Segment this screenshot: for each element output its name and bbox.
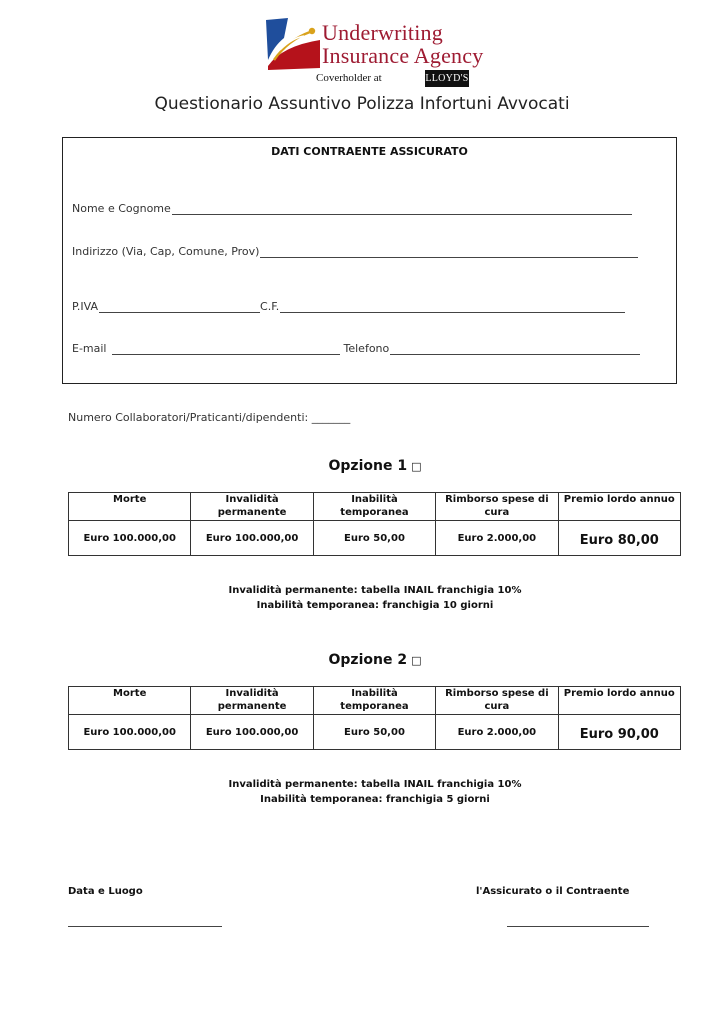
tax-ids-field[interactable] xyxy=(72,300,625,313)
cf-input-line[interactable] xyxy=(280,301,625,313)
company-logo-mark xyxy=(264,16,324,72)
email-input-line[interactable] xyxy=(112,343,340,355)
option-1-label: Opzione 1 xyxy=(328,458,408,474)
collaborators-field[interactable]: Numero Collaboratori/Praticanti/dipendenti: _______ xyxy=(68,411,351,424)
name-input-line[interactable] xyxy=(172,203,632,215)
header-permanent: Invalidità permanente xyxy=(191,687,313,715)
cell-permanent: Euro 100.000,00 xyxy=(191,715,313,750)
header-death: Morte xyxy=(69,687,191,715)
table-row xyxy=(69,715,681,750)
option-2-title[interactable] xyxy=(0,652,724,668)
cell-death: Euro 100.000,00 xyxy=(69,715,191,750)
name-label: Nome e Cognome xyxy=(72,202,171,215)
option-2-table xyxy=(68,686,681,750)
company-logo xyxy=(264,14,494,94)
name-field[interactable] xyxy=(72,202,632,215)
insured-label: l'Assicurato o il Contraente xyxy=(476,886,630,897)
logo-coverholder: Coverholder at xyxy=(316,72,382,84)
cell-premium: Euro 80,00 xyxy=(558,521,680,556)
header-temporary: Inabilità temporanea xyxy=(313,493,435,521)
header-premium: Premio lordo annuo xyxy=(558,493,680,521)
header-temporary: Inabilità temporanea xyxy=(313,687,435,715)
phone-input-line[interactable] xyxy=(390,343,640,355)
header-premium: Premio lordo annuo xyxy=(558,687,680,715)
header-medical: Rimborso spese di cura xyxy=(436,493,558,521)
contractor-heading: DATI CONTRAENTE ASSICURATO xyxy=(271,145,468,158)
option-2-note-temporary: Inabilità temporanea: franchigia 5 giorni xyxy=(260,794,490,805)
address-field[interactable] xyxy=(72,245,638,258)
table-header-row xyxy=(69,687,681,715)
cell-death: Euro 100.000,00 xyxy=(69,521,191,556)
contractor-data-box xyxy=(62,137,677,384)
date-place-signature-line[interactable] xyxy=(68,926,222,927)
address-input-line[interactable] xyxy=(260,246,638,258)
option-2-label: Opzione 2 xyxy=(328,652,408,668)
email-label: E-mail xyxy=(72,342,107,355)
option-2-checkbox[interactable]: □ xyxy=(411,654,422,667)
logo-lloyds-badge: LLOYD'S xyxy=(425,70,469,87)
table-row xyxy=(69,521,681,556)
header-death: Morte xyxy=(69,493,191,521)
header-medical: Rimborso spese di cura xyxy=(436,687,558,715)
option-1-note-permanent: Invalidità permanente: tabella INAIL franchigia 10% xyxy=(228,585,522,596)
option-1-checkbox[interactable]: □ xyxy=(411,460,422,473)
cell-temporary: Euro 50,00 xyxy=(313,521,435,556)
header-permanent: Invalidità permanente xyxy=(191,493,313,521)
cell-medical: Euro 2.000,00 xyxy=(436,715,558,750)
option-1-title[interactable] xyxy=(0,458,724,474)
document-title: Questionario Assuntivo Polizza Infortuni Avvocati xyxy=(154,94,570,114)
address-label: Indirizzo (Via, Cap, Comune, Prov) xyxy=(72,245,260,258)
option-1-table xyxy=(68,492,681,556)
piva-label: P.IVA xyxy=(72,300,99,313)
phone-label: Telefono xyxy=(343,342,390,355)
insured-signature-line[interactable] xyxy=(507,926,649,927)
logo-text-line1: Underwriting xyxy=(322,20,443,45)
cell-premium: Euro 90,00 xyxy=(558,715,680,750)
piva-input-line[interactable] xyxy=(99,301,260,313)
option-2-notes xyxy=(0,777,724,807)
date-place-label: Data e Luogo xyxy=(68,886,143,897)
logo-text-line2: Insurance Agency xyxy=(322,43,484,68)
cell-medical: Euro 2.000,00 xyxy=(436,521,558,556)
cell-temporary: Euro 50,00 xyxy=(313,715,435,750)
cf-label: C.F. xyxy=(260,300,280,313)
table-header-row xyxy=(69,493,681,521)
option-2-note-permanent: Invalidità permanente: tabella INAIL franchigia 10% xyxy=(228,779,522,790)
option-1-notes xyxy=(0,583,724,613)
cell-permanent: Euro 100.000,00 xyxy=(191,521,313,556)
contact-field[interactable] xyxy=(72,342,640,355)
option-1-note-temporary: Inabilità temporanea: franchigia 10 giorni xyxy=(256,600,494,611)
